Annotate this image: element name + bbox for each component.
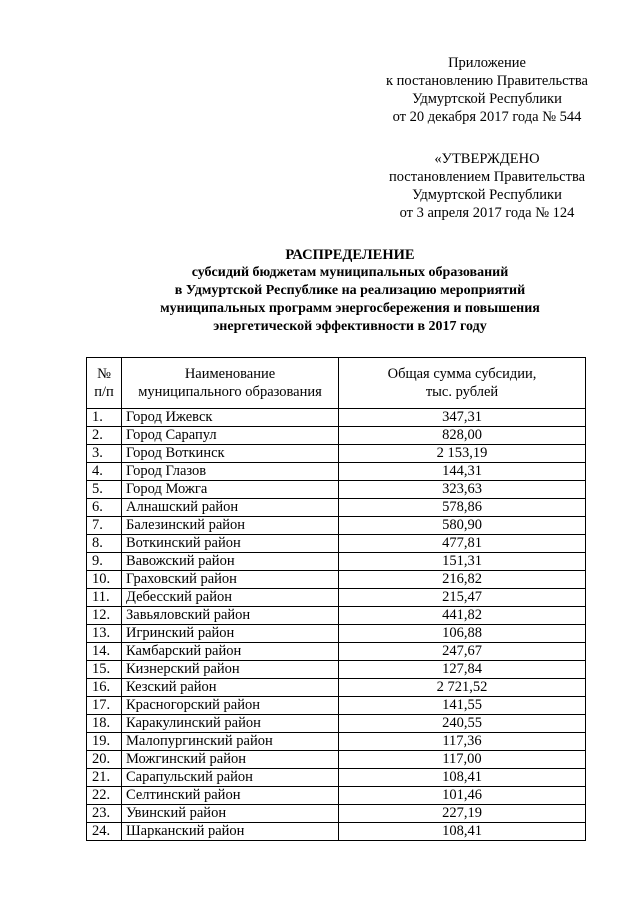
row-amount: 117,00	[339, 751, 586, 769]
approved-line: «УТВЕРЖДЕНО	[434, 151, 540, 167]
row-name: Город Воткинск	[122, 445, 339, 463]
row-amount: 106,88	[339, 625, 586, 643]
table-row	[87, 535, 586, 553]
row-name: Увинский район	[122, 805, 339, 823]
row-name: Селтинский район	[122, 787, 339, 805]
row-number: 20.	[87, 751, 122, 769]
row-name: Шарканский район	[122, 823, 339, 841]
row-name: Малопургинский район	[122, 733, 339, 751]
attachment-block	[367, 54, 607, 126]
row-number: 14.	[87, 643, 122, 661]
row-number: 21.	[87, 769, 122, 787]
row-name: Каракулинский район	[122, 715, 339, 733]
row-name: Город Глазов	[122, 463, 339, 481]
table-row	[87, 607, 586, 625]
row-name: Граховский район	[122, 571, 339, 589]
row-amount: 151,31	[339, 553, 586, 571]
row-amount: 117,36	[339, 733, 586, 751]
table-row	[87, 715, 586, 733]
row-amount: 216,82	[339, 571, 586, 589]
row-number: 7.	[87, 517, 122, 535]
row-name: Балезинский район	[122, 517, 339, 535]
row-number: 17.	[87, 697, 122, 715]
row-number: 4.	[87, 463, 122, 481]
table-row	[87, 445, 586, 463]
row-amount: 441,82	[339, 607, 586, 625]
row-name: Воткинский район	[122, 535, 339, 553]
approved-line: от 3 апреля 2017 года № 124	[399, 205, 575, 221]
table-row	[87, 625, 586, 643]
table-row	[87, 679, 586, 697]
table-row	[87, 751, 586, 769]
row-name: Кизнерский район	[122, 661, 339, 679]
title-line: муниципальных программ энергосбережения и повышения	[160, 301, 540, 316]
header-name-line2: муниципального образования	[138, 384, 322, 400]
row-number: 15.	[87, 661, 122, 679]
row-number: 9.	[87, 553, 122, 571]
table-row	[87, 481, 586, 499]
row-number: 12.	[87, 607, 122, 625]
title-line: в Удмуртской Республике на реализацию мероприятий	[174, 283, 526, 298]
table-row	[87, 409, 586, 427]
attachment-line: от 20 декабря 2017 года № 544	[392, 109, 582, 125]
attachment-line: к постановлению Правительства	[386, 73, 588, 89]
row-name: Дебесский район	[122, 589, 339, 607]
row-number: 19.	[87, 733, 122, 751]
table-row	[87, 733, 586, 751]
row-amount: 227,19	[339, 805, 586, 823]
row-name: Кезский район	[122, 679, 339, 697]
table-row	[87, 427, 586, 445]
table-row	[87, 805, 586, 823]
table-row	[87, 697, 586, 715]
row-number: 3.	[87, 445, 122, 463]
title-line: субсидий бюджетам муниципальных образований	[191, 265, 509, 280]
row-amount: 2 721,52	[339, 679, 586, 697]
table-row	[87, 787, 586, 805]
row-name: Можгинский район	[122, 751, 339, 769]
row-amount: 215,47	[339, 589, 586, 607]
approved-block	[367, 150, 607, 222]
row-number: 10.	[87, 571, 122, 589]
table-body	[87, 409, 586, 841]
row-name: Красногорский район	[122, 697, 339, 715]
row-number: 8.	[87, 535, 122, 553]
row-amount: 477,81	[339, 535, 586, 553]
approved-line: Удмуртской Республики	[412, 187, 562, 203]
table-row	[87, 553, 586, 571]
row-number: 2.	[87, 427, 122, 445]
header-num-line1: №	[97, 366, 111, 382]
row-amount: 347,31	[339, 409, 586, 427]
document-title	[60, 246, 640, 336]
table-row	[87, 823, 586, 841]
row-amount: 141,55	[339, 697, 586, 715]
row-amount: 578,86	[339, 499, 586, 517]
title-heading: РАСПРЕДЕЛЕНИЕ	[285, 247, 415, 263]
row-number: 1.	[87, 409, 122, 427]
attachment-line: Удмуртской Республики	[412, 91, 562, 107]
row-name: Вавожский район	[122, 553, 339, 571]
table-row	[87, 571, 586, 589]
header-name-line1: Наименование	[184, 366, 276, 382]
row-amount: 127,84	[339, 661, 586, 679]
header-num-line2: п/п	[94, 384, 114, 400]
row-number: 6.	[87, 499, 122, 517]
header-amount	[339, 358, 586, 409]
row-name: Сарапульский район	[122, 769, 339, 787]
row-number: 11.	[87, 589, 122, 607]
table-row	[87, 769, 586, 787]
table-header-row	[87, 358, 586, 409]
row-amount: 323,63	[339, 481, 586, 499]
row-number: 23.	[87, 805, 122, 823]
row-number: 5.	[87, 481, 122, 499]
row-amount: 108,41	[339, 769, 586, 787]
subsidy-table	[86, 357, 586, 841]
row-name: Алнашский район	[122, 499, 339, 517]
row-amount: 144,31	[339, 463, 586, 481]
row-name: Камбарский район	[122, 643, 339, 661]
header-amount-line2: тыс. рублей	[425, 384, 499, 400]
row-name: Город Можга	[122, 481, 339, 499]
row-amount: 240,55	[339, 715, 586, 733]
row-name: Город Ижевск	[122, 409, 339, 427]
row-number: 22.	[87, 787, 122, 805]
table-row	[87, 661, 586, 679]
row-amount: 2 153,19	[339, 445, 586, 463]
row-amount: 828,00	[339, 427, 586, 445]
table-row	[87, 517, 586, 535]
table-row	[87, 463, 586, 481]
row-amount: 580,90	[339, 517, 586, 535]
row-number: 18.	[87, 715, 122, 733]
table-row	[87, 643, 586, 661]
row-amount: 101,46	[339, 787, 586, 805]
attachment-line: Приложение	[448, 55, 526, 71]
row-number: 13.	[87, 625, 122, 643]
title-line: энергетической эффективности в 2017 году	[213, 319, 487, 334]
row-amount: 247,67	[339, 643, 586, 661]
table-row	[87, 499, 586, 517]
header-name	[122, 358, 339, 409]
row-number: 16.	[87, 679, 122, 697]
row-name: Завьяловский район	[122, 607, 339, 625]
row-number: 24.	[87, 823, 122, 841]
header-amount-line1: Общая сумма субсидии,	[387, 366, 537, 382]
row-name: Город Сарапул	[122, 427, 339, 445]
table-row	[87, 589, 586, 607]
approved-line: постановлением Правительства	[388, 169, 586, 185]
header-num	[87, 358, 122, 409]
row-name: Игринский район	[122, 625, 339, 643]
row-amount: 108,41	[339, 823, 586, 841]
